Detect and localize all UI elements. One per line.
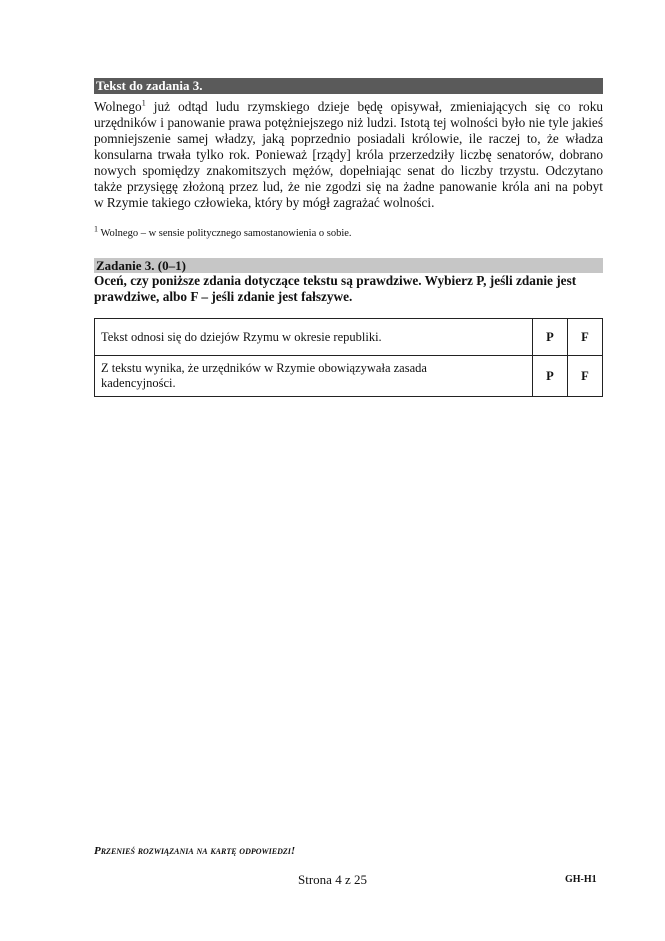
text-line: pomniejszenie samej władzy, jaką poprzednio posiadali królowie, ile raczej to, że władza	[94, 131, 603, 146]
text-line: w Rzymie takiego człowieka, który by mógł zagrażać wolności.	[94, 195, 435, 210]
footnote	[94, 224, 352, 239]
footnote-mark: 1	[141, 98, 146, 108]
text-line: nowych spomiędzy znakomitszych mężów, dopełniając senat do liczby trzystu. Odczytano	[94, 163, 603, 178]
table-row	[95, 319, 603, 356]
task-header: Zadanie 3. (0–1)	[94, 258, 603, 273]
line-rest: już odtąd ludu rzymskiego dzieje będę opisywał, zmieniających się co roku	[145, 99, 603, 114]
page-number: Strona 4 z 25	[298, 872, 367, 887]
option-p[interactable]: P	[533, 319, 568, 356]
option-f[interactable]: F	[568, 319, 603, 356]
text-line: także przysięgę złożoną przez lud, że nie zgodzi się na żadne panowanie króla ani na pobyt	[94, 179, 603, 194]
exam-code: GH-H1	[565, 874, 597, 885]
option-f[interactable]: F	[568, 356, 603, 397]
text-line	[94, 99, 603, 115]
task-instruction: Oceń, czy poniższe zdania dotyczące tekstu są prawdziwe. Wybierz P, jeśli zdanie jest prawdziwe, albo F – jeśli zdanie jest fałszywe.	[94, 273, 577, 304]
footer-note: Przenieś rozwiązania na kartę odpowiedzi!	[94, 845, 296, 857]
statement: Z tekstu wynika, że urzędników w Rzymie obowiązywała zasada kadencyjności.	[95, 356, 533, 397]
text-line: urzędników i panowanie prawa potężniejszego niż ludzi. Istotą tej wolności było nie tyle jakieś	[94, 115, 603, 130]
table-row	[95, 356, 603, 397]
statement: Tekst odnosi się do dziejów Rzymu w okresie republiki.	[95, 319, 533, 356]
true-false-table	[94, 318, 603, 397]
first-word: Wolnego	[94, 99, 142, 114]
text-line: konsularna trwała tylko rok. Ponieważ [rządy] króla przerzedziły liczbę senatorów, dobrano	[94, 147, 603, 162]
text-section-header: Tekst do zadania 3.	[94, 78, 603, 94]
footnote-number: 1	[94, 224, 98, 234]
option-p[interactable]: P	[533, 356, 568, 397]
footnote-text: Wolnego – w sensie politycznego samostanowienia o sobie.	[100, 228, 352, 239]
source-text	[94, 99, 603, 211]
